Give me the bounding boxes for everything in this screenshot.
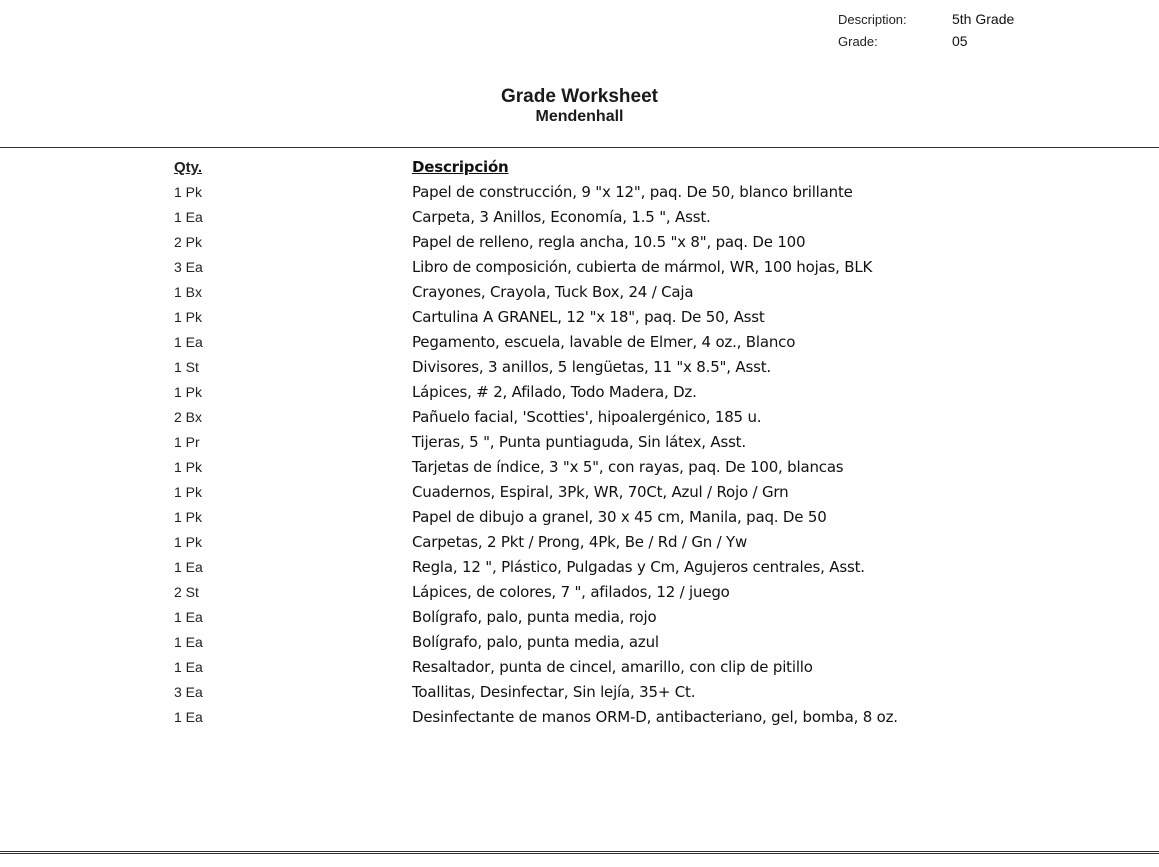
list-item	[0, 280, 1159, 305]
list-item	[0, 405, 1159, 430]
list-item	[0, 480, 1159, 505]
column-headers	[0, 155, 1159, 180]
item-description: Pegamento, escuela, lavable de Elmer, 4 oz., Blanco	[412, 333, 796, 351]
list-item	[0, 530, 1159, 555]
list-item	[0, 555, 1159, 580]
item-description: Tarjetas de índice, 3 "x 5", con rayas, paq. De 100, blancas	[412, 458, 844, 476]
item-description: Desinfectante de manos ORM-D, antibacteriano, gel, bomba, 8 oz.	[412, 708, 898, 726]
item-description: Tijeras, 5 ", Punta puntiaguda, Sin látex, Asst.	[412, 433, 746, 451]
item-qty: 3 Ea	[174, 259, 203, 275]
item-qty: 1 Ea	[174, 334, 203, 350]
grade-label: Grade:	[838, 33, 878, 49]
description-value: 5th Grade	[952, 11, 1015, 27]
list-item	[0, 455, 1159, 480]
item-description: Regla, 12 ", Plástico, Pulgadas y Cm, Agujeros centrales, Asst.	[412, 558, 865, 576]
list-item	[0, 605, 1159, 630]
item-description: Toallitas, Desinfectar, Sin lejía, 35+ Ct.	[412, 683, 696, 701]
item-qty: 1 Ea	[174, 559, 203, 575]
item-qty: 3 Ea	[174, 684, 203, 700]
item-description: Bolígrafo, palo, punta media, azul	[412, 633, 659, 651]
document-meta	[838, 8, 1014, 52]
item-qty: 1 St	[174, 359, 199, 375]
item-qty: 1 Pk	[174, 509, 203, 525]
item-description: Carpeta, 3 Anillos, Economía, 1.5 ", Asst.	[412, 208, 711, 226]
item-description: Cuadernos, Espiral, 3Pk, WR, 70Ct, Azul / Rojo / Grn	[412, 483, 789, 501]
item-qty: 1 Pk	[174, 184, 203, 200]
list-item	[0, 580, 1159, 605]
item-qty: 2 St	[174, 584, 199, 600]
item-qty: 1 Pr	[174, 434, 200, 450]
item-qty: 2 Pk	[174, 234, 203, 250]
list-item	[0, 430, 1159, 455]
item-description: Pañuelo facial, 'Scotties', hipoalergénico, 185 u.	[412, 408, 762, 426]
item-description: Lápices, # 2, Afilado, Todo Madera, Dz.	[412, 383, 697, 401]
item-description: Libro de composición, cubierta de mármol, WR, 100 hojas, BLK	[412, 258, 873, 276]
list-item	[0, 505, 1159, 530]
item-description: Papel de dibujo a granel, 30 x 45 cm, Manila, paq. De 50	[412, 508, 827, 526]
meta-description-row	[838, 8, 1014, 30]
description-column-header: Descripción	[412, 158, 509, 176]
list-item	[0, 230, 1159, 255]
item-description: Divisores, 3 anillos, 5 lengüetas, 11 "x 8.5", Asst.	[412, 358, 771, 376]
list-item	[0, 305, 1159, 330]
item-qty: 1 Ea	[174, 634, 203, 650]
grade-value: 05	[952, 33, 968, 49]
top-divider	[0, 147, 1159, 148]
item-description: Bolígrafo, palo, punta media, rojo	[412, 608, 657, 626]
list-item	[0, 330, 1159, 355]
item-description: Resaltador, punta de cincel, amarillo, con clip de pitillo	[412, 658, 813, 676]
item-description: Carpetas, 2 Pkt / Prong, 4Pk, Be / Rd / Gn / Yw	[412, 533, 748, 551]
school-name: Mendenhall	[535, 108, 624, 122]
item-description: Cartulina A GRANEL, 12 "x 18", paq. De 50, Asst	[412, 308, 765, 326]
item-qty: 1 Pk	[174, 309, 203, 325]
list-item	[0, 355, 1159, 380]
item-qty: 1 Ea	[174, 209, 203, 225]
item-qty: 1 Pk	[174, 534, 203, 550]
qty-column-header: Qty.	[174, 159, 203, 176]
item-qty: 1 Pk	[174, 484, 203, 500]
list-item	[0, 180, 1159, 205]
item-qty: 2 Bx	[174, 409, 203, 425]
list-item	[0, 205, 1159, 230]
title-block	[0, 86, 1159, 122]
item-description: Crayones, Crayola, Tuck Box, 24 / Caja	[412, 283, 694, 301]
bottom-divider	[0, 851, 1159, 854]
item-description: Lápices, de colores, 7 ", afilados, 12 / juego	[412, 583, 730, 601]
item-qty: 1 Ea	[174, 659, 203, 675]
item-description: Papel de construcción, 9 "x 12", paq. De 50, blanco brillante	[412, 183, 853, 201]
list-item	[0, 655, 1159, 680]
list-item	[0, 255, 1159, 280]
item-qty: 1 Bx	[174, 284, 203, 300]
page-title: Grade Worksheet	[501, 86, 658, 107]
supply-list	[0, 155, 1159, 730]
item-qty: 1 Ea	[174, 709, 203, 725]
item-description: Papel de relleno, regla ancha, 10.5 "x 8", paq. De 100	[412, 233, 806, 251]
item-qty: 1 Pk	[174, 384, 203, 400]
list-item	[0, 380, 1159, 405]
meta-grade-row	[838, 30, 1014, 52]
item-qty: 1 Pk	[174, 459, 203, 475]
list-item	[0, 630, 1159, 655]
list-item	[0, 705, 1159, 730]
description-label: Description:	[838, 11, 907, 27]
list-item	[0, 680, 1159, 705]
item-qty: 1 Ea	[174, 609, 203, 625]
